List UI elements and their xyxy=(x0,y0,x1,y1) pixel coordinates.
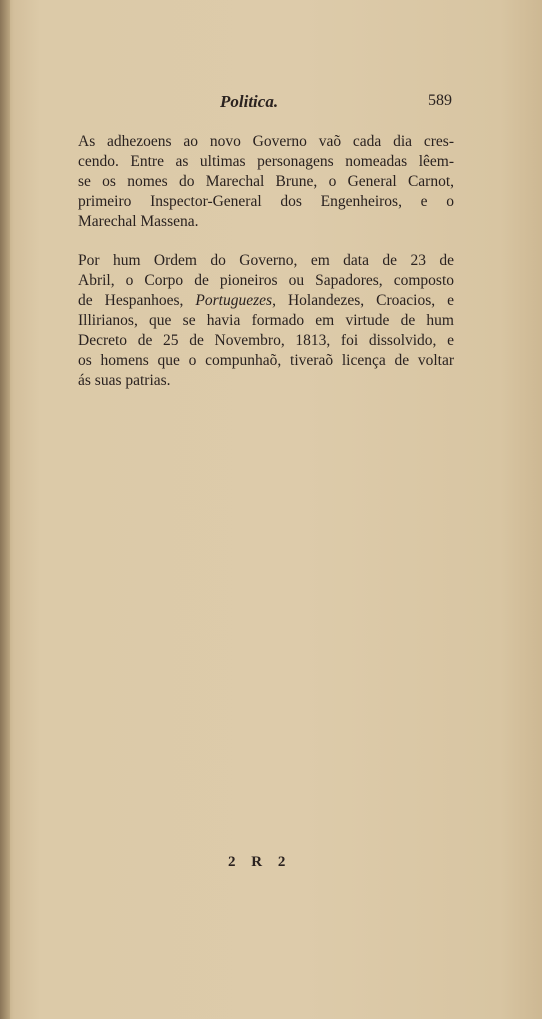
text-line: Por hum Ordem do Governo, em data de 23 de xyxy=(78,252,454,269)
text-line: As adhezoens ao novo Governo vaõ cada dia cres- xyxy=(78,133,454,150)
text-line: Decreto de 25 de Novembro, 1813, foi dissolvido, e xyxy=(78,332,454,349)
book-gutter xyxy=(0,0,10,1019)
body-text xyxy=(78,132,454,391)
text-line: se os nomes do Marechal Brune, o General Carnot, xyxy=(78,173,454,190)
page-number: 589 xyxy=(428,92,452,109)
page-header xyxy=(0,92,542,116)
text-line: cendo. Entre as ultimas personagens nomeadas lêem- xyxy=(78,153,454,170)
text-fragment: de Hespanhoes, xyxy=(78,292,196,309)
text-line: primeiro Inspector-General dos Engenheiros, e o xyxy=(78,193,454,210)
text-line-mixed xyxy=(78,291,454,311)
italic-word: Portuguezes xyxy=(195,292,273,309)
text-line: ás suas patrias. xyxy=(78,372,171,389)
signature-mark: 2 R 2 xyxy=(228,854,292,870)
text-fragment: , Holandezes, Croacios, e xyxy=(272,292,454,309)
text-line: Abril, o Corpo de pioneiros ou Sapadores, composto xyxy=(78,272,454,289)
text-line: Marechal Massena. xyxy=(78,213,199,230)
text-line: os homens que o compunhaõ, tiveraõ licença de voltar xyxy=(78,352,454,369)
paragraph-1 xyxy=(78,132,454,232)
text-line: Illirianos, que se havia formado em virtude de hum xyxy=(78,312,454,329)
paragraph-2 xyxy=(78,251,454,391)
running-title: Politica. xyxy=(220,92,279,111)
